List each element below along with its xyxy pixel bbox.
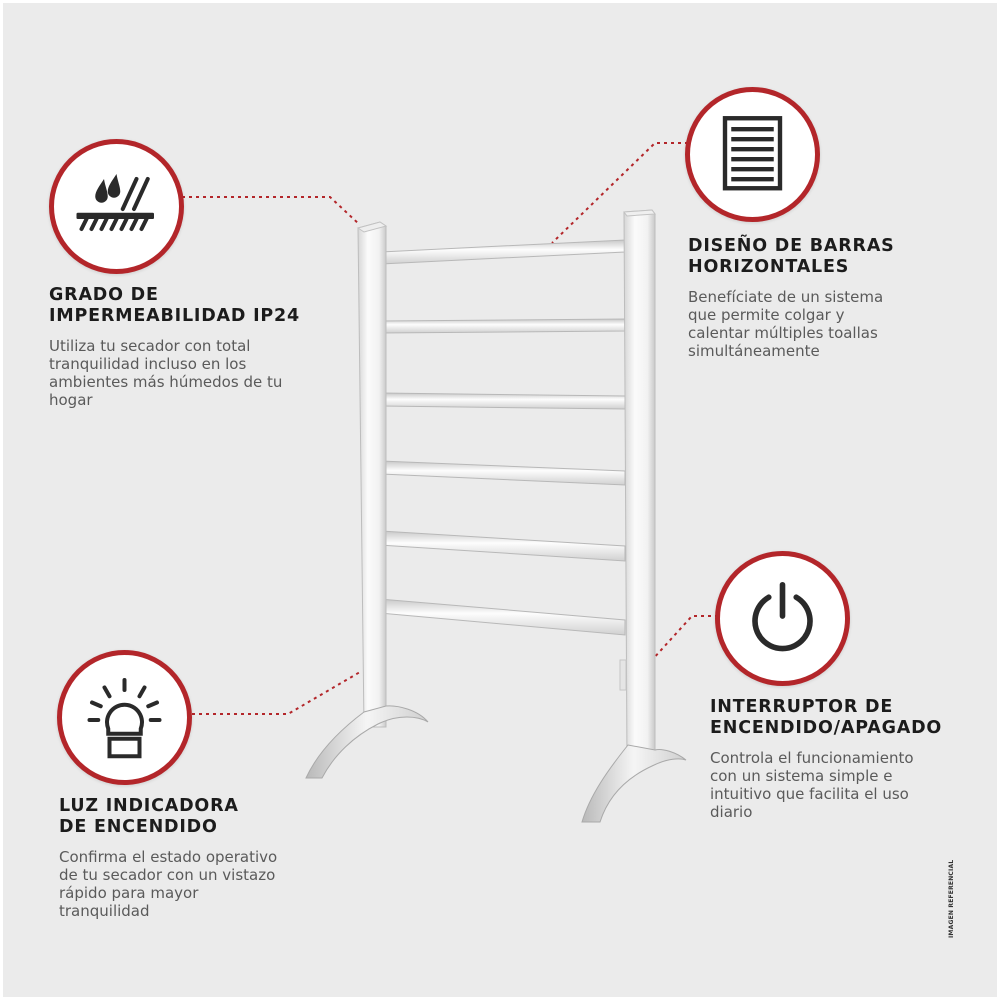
reference-image-watermark bbox=[948, 859, 955, 938]
feature-title: LUZ INDICADORA DE ENCENDIDO bbox=[59, 796, 239, 837]
indicator-light-icon bbox=[57, 650, 192, 785]
feature-title: INTERRUPTOR DE ENCENDIDO/APAGADO bbox=[710, 697, 943, 738]
water-drops-surface-icon bbox=[49, 139, 184, 274]
feature-power-switch bbox=[710, 697, 980, 821]
feature-horizontal-bars bbox=[688, 236, 988, 360]
feature-indicator-light bbox=[59, 796, 379, 920]
feature-ip24 bbox=[49, 285, 369, 409]
product-infographic bbox=[3, 3, 997, 997]
feature-title: DISEÑO DE BARRAS HORIZONTALES bbox=[688, 236, 895, 277]
power-icon bbox=[715, 551, 850, 686]
feature-description: Utiliza tu secador con total tranquilidad incluso en los ambientes más húmedos de tu hogar bbox=[49, 337, 283, 409]
horizontal-bars-icon bbox=[685, 87, 820, 222]
feature-description: Benefíciate de un sistema que permite colgar y calentar múltiples toallas simultáneamente bbox=[688, 288, 884, 360]
feature-title: GRADO DE IMPERMEABILIDAD IP24 bbox=[49, 285, 300, 326]
watermark-text: IMAGEN REFERENCIAL bbox=[948, 859, 955, 938]
feature-description: Confirma el estado operativo de tu secador con un vistazo rápido para mayor tranquilidad bbox=[59, 848, 278, 920]
feature-description: Controla el funcionamiento con un sistema simple e intuitivo que facilita el uso diario bbox=[710, 749, 914, 821]
